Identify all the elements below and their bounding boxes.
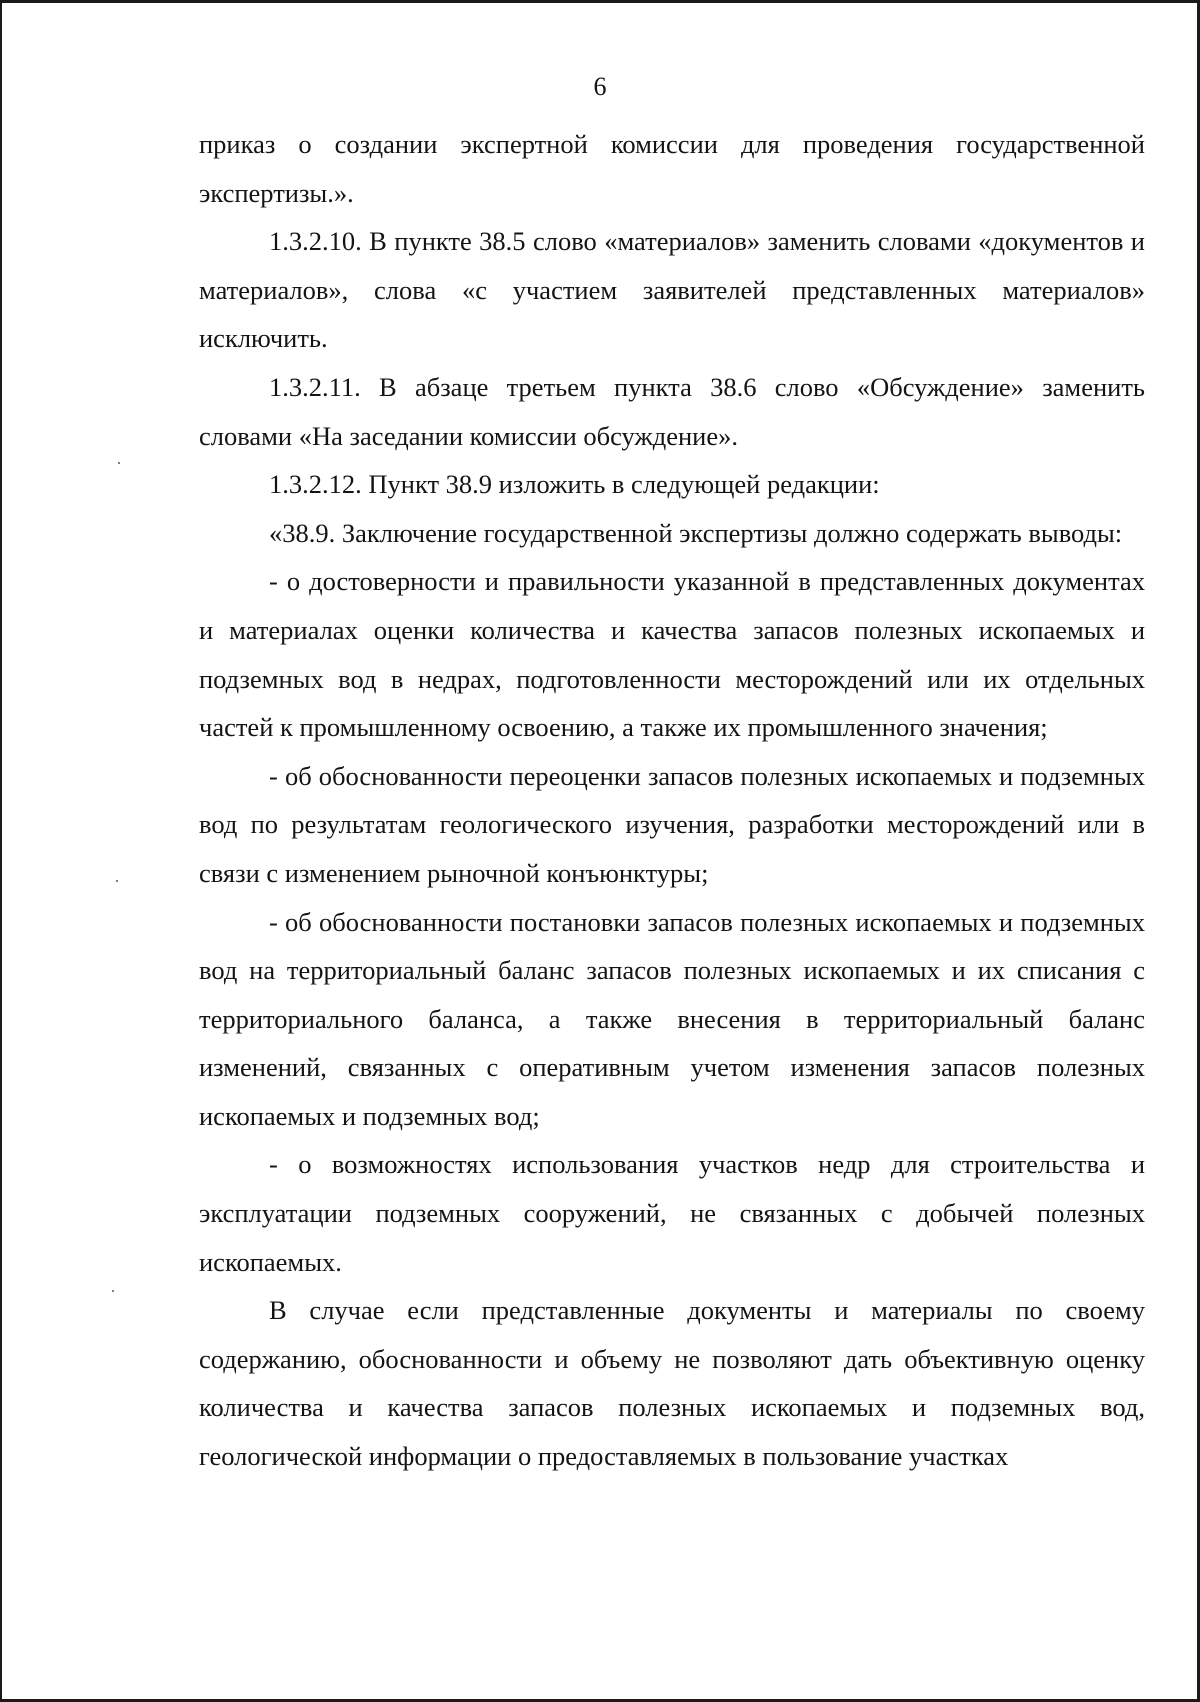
paragraph-continuation: приказ о создании экспертной комиссии для проведения государственной экспертизы.». — [199, 129, 1145, 208]
scan-speck — [118, 462, 120, 464]
page-number: 6 — [593, 72, 607, 101]
paragraph-bullet-reliability: - о достоверности и правильности указанной в представленных документах и материалах оценки количества и качества запасов полезных ископаемых и подземных вод в недрах, подготовленности месторождений или их отдельных частей к промышленному освоению, а также их промышленного значения; — [199, 566, 1145, 743]
paragraph-bullet-revaluation: - об обоснованности переоценки запасов полезных ископаемых и подземных вод по результатам геологического изучения, разработки месторождений или в связи с изменением рыночной конъюнктуры; — [199, 760, 1145, 888]
scan-speck — [116, 880, 118, 882]
paragraph-insufficient-documents: В случае если представленные документы и материалы по своему содержанию, обоснованности и объему не позволяют дать объективную оценку количества и качества запасов полезных ископаемых и подземных вод, геологической информации о предоставляемых в пользование участках — [199, 1295, 1145, 1472]
scan-border-top — [0, 0, 1200, 3]
paragraph-item-1-3-2-11: 1.3.2.11. В абзаце третьем пункта 38.6 слово «Обсуждение» заменить словами «На заседании комиссии обсуждение». — [199, 371, 1145, 451]
paragraph-bullet-underground-use: - о возможностях использования участков недр для строительства и эксплуатации подземных сооружений, не связанных с добычей полезных ископаемых. — [199, 1149, 1145, 1277]
scan-speck — [112, 1290, 114, 1292]
paragraph-item-1-3-2-12: 1.3.2.12. Пункт 38.9 изложить в следующей редакции: — [269, 469, 880, 500]
paragraph-bullet-balance: - об обоснованности постановки запасов полезных ископаемых и подземных вод на территориальный баланс запасов полезных ископаемых и их списания с территориального баланса, а также внесения в территориальный баланс изменений, связанных с оперативным учетом изменения запасов полезных ископаемых и подземных вод; — [199, 906, 1145, 1131]
paragraph-item-1-3-2-10: 1.3.2.10. В пункте 38.5 слово «материалов» заменить словами «документов и материалов», слова «с участием заявителей представленных материалов» исключить. — [199, 226, 1145, 354]
paragraph-clause-38-9: «38.9. Заключение государственной экспертизы должно содержать выводы: — [269, 517, 1123, 548]
document-body — [199, 120, 1145, 1481]
scan-border-left — [0, 0, 2, 1702]
